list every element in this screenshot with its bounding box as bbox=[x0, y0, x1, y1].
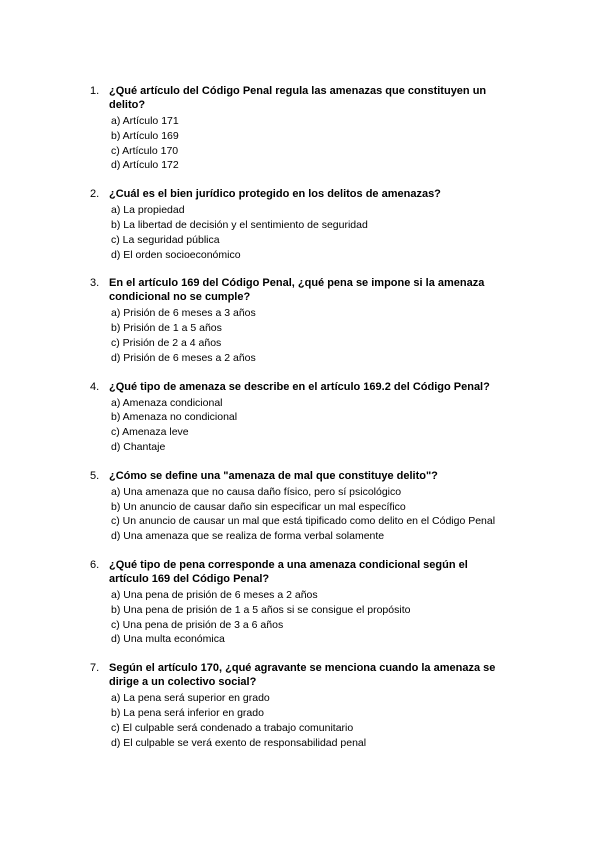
question-4 bbox=[0, 380, 600, 455]
answer-option-c: c) Un anuncio de causar un mal que está tipificado como delito en el Código Penal bbox=[111, 515, 496, 528]
question-number: 6. bbox=[90, 558, 100, 571]
answer-option-a: a) La propiedad bbox=[111, 204, 185, 217]
question-number: 4. bbox=[90, 380, 100, 393]
answer-option-b: b) Un anuncio de causar daño sin especificar un mal específico bbox=[111, 500, 406, 513]
answer-option-a: a) La pena será superior en grado bbox=[111, 692, 270, 705]
answer-options bbox=[111, 691, 600, 750]
answer-option-c: c) Amenaza leve bbox=[111, 426, 189, 439]
question-number: 3. bbox=[90, 277, 100, 290]
question-1 bbox=[0, 84, 600, 173]
answer-option-a: a) Amenaza condicional bbox=[111, 396, 223, 409]
question-text: ¿Cuál es el bien jurídico protegido en los delitos de amenazas? bbox=[109, 188, 441, 201]
answer-option-a: a) Artículo 171 bbox=[111, 115, 179, 127]
answer-option-d: d) Artículo 172 bbox=[111, 159, 179, 172]
answer-option-d: d) Una multa económica bbox=[111, 633, 225, 646]
answer-option-c: c) El culpable será condenado a trabajo comunitario bbox=[111, 721, 354, 734]
question-text: ¿Cómo se define una "amenaza de mal que constituye delito"? bbox=[109, 469, 438, 482]
question-5 bbox=[0, 469, 600, 544]
question-number: 2. bbox=[90, 188, 100, 201]
answer-option-d: d) El orden socioeconómico bbox=[111, 248, 241, 261]
answer-options bbox=[111, 485, 600, 544]
question-3 bbox=[0, 276, 600, 365]
answer-option-c: c) Prisión de 2 a 4 años bbox=[111, 336, 222, 349]
answer-options bbox=[111, 203, 600, 262]
question-number: 1. bbox=[90, 85, 100, 97]
answer-option-d: d) Una amenaza que se realiza de forma verbal solamente bbox=[111, 530, 385, 543]
answer-option-a: a) Prisión de 6 meses a 3 años bbox=[111, 307, 256, 320]
question-text: ¿Qué tipo de amenaza se describe en el artículo 169.2 del Código Penal? bbox=[109, 380, 490, 393]
answer-option-a: a) Una amenaza que no causa daño físico, pero sí psicológico bbox=[111, 485, 402, 498]
answer-option-b: b) Prisión de 1 a 5 años bbox=[111, 322, 222, 335]
answer-option-d: d) Prisión de 6 meses a 2 años bbox=[111, 351, 256, 364]
answer-option-c: c) La seguridad pública bbox=[111, 233, 220, 246]
answer-option-d: d) Chantaje bbox=[111, 440, 166, 453]
question-2 bbox=[0, 187, 600, 262]
question-text: ¿Qué artículo del Código Penal regula las amenazas que constituyen un delito? bbox=[109, 85, 487, 111]
answer-option-b: b) Amenaza no condicional bbox=[111, 411, 238, 424]
answer-options bbox=[111, 396, 600, 455]
question-6 bbox=[0, 558, 600, 647]
answer-options bbox=[111, 114, 600, 173]
answer-options bbox=[111, 588, 600, 647]
answer-option-b: b) La libertad de decisión y el sentimiento de seguridad bbox=[111, 218, 368, 231]
question-text: Según el artículo 170, ¿qué agravante se menciona cuando la amenaza se dirige a un colectivo social? bbox=[109, 662, 496, 689]
answer-options bbox=[111, 306, 600, 365]
answer-option-c: c) Artículo 170 bbox=[111, 144, 179, 157]
question-number: 5. bbox=[90, 469, 100, 482]
answer-option-b: b) Artículo 169 bbox=[111, 129, 179, 142]
question-list bbox=[0, 84, 600, 764]
answer-option-d: d) El culpable se verá exento de responsabilidad penal bbox=[111, 736, 367, 749]
answer-option-a: a) Una pena de prisión de 6 meses a 2 años bbox=[111, 588, 318, 601]
question-text: ¿Qué tipo de pena corresponde a una amenaza condicional según el artículo 169 del Código Penal? bbox=[109, 558, 468, 585]
question-number: 7. bbox=[90, 662, 100, 675]
question-text: En el artículo 169 del Código Penal, ¿qué pena se impone si la amenaza condicional no se cumple? bbox=[109, 277, 485, 304]
answer-option-c: c) Una pena de prisión de 3 a 6 años bbox=[111, 618, 284, 631]
answer-option-b: b) Una pena de prisión de 1 a 5 años si se consigue el propósito bbox=[111, 603, 411, 616]
question-7 bbox=[0, 661, 600, 750]
answer-option-b: b) La pena será inferior en grado bbox=[111, 706, 264, 719]
